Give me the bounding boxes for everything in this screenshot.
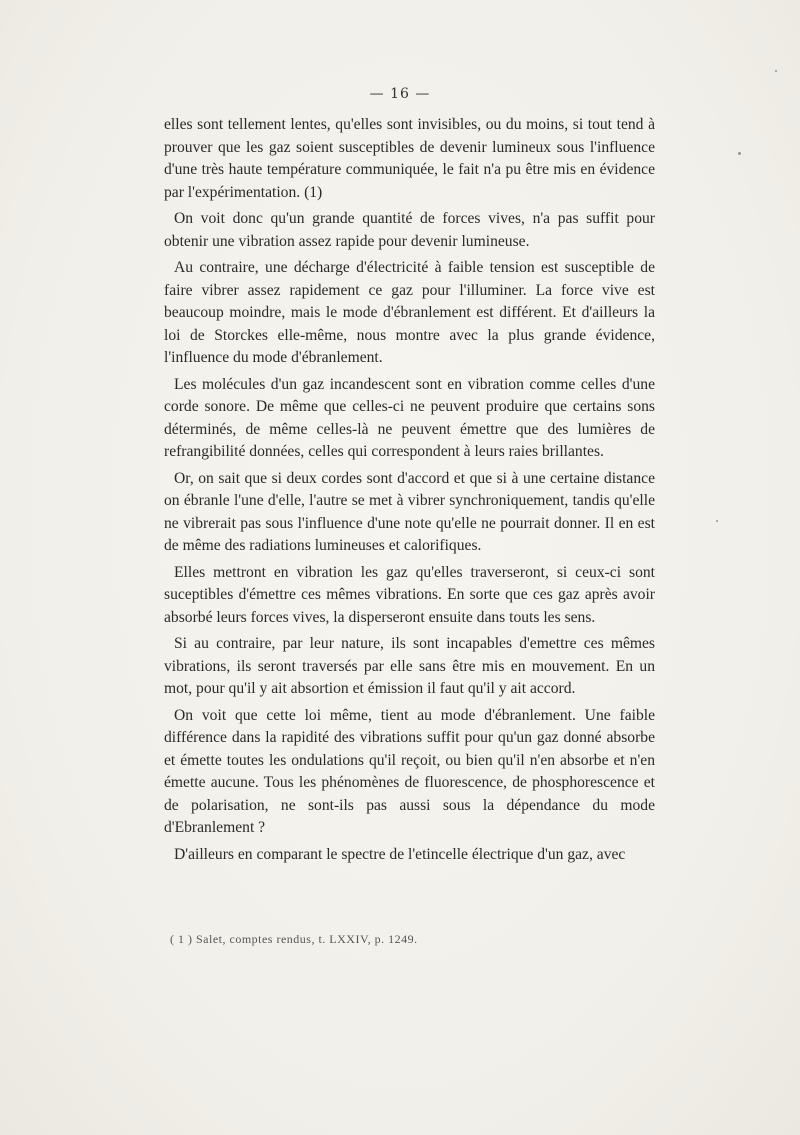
paragraph: elles sont tellement lentes, qu'elles sont invisibles, ou du moins, si tout tend à prouver que les gaz soient susceptibles de devenir lumineux sous l'influence d'une très haute température communiquée, le fait n'a pu être mis en évidence par l'expérimentation. (1)	[164, 116, 655, 201]
paragraph: Or, on sait que si deux cordes sont d'accord et que si à une certaine distance on ébranle l'une d'elle, l'autre se met à vibrer synchroniquement, tandis qu'elle ne vibrerait pas sous l'influence d'une note qu'elle ne pourrait donner. Il en est de même des radiations lumineuses et calorifiques.	[164, 469, 655, 554]
paper-speck	[716, 520, 718, 522]
paragraph: On voit donc qu'un grande quantité de forces vives, n'a pas suffit pour obtenir une vibration assez rapide pour devenir lumineuse.	[164, 210, 655, 250]
paragraph: D'ailleurs en comparant le spectre de l'etincelle électrique d'un gaz, avec	[174, 845, 626, 863]
paragraph: Elles mettront en vibration les gaz qu'elles traverseront, si ceux-ci sont suceptibles d'émettre ces mêmes vibrations. En sorte que ces gaz après avoir absorbé leurs forces vives, la disperseront ensuite dans touts les sens.	[164, 563, 655, 626]
footnote: ( 1 ) Salet, comptes rendus, t. LXXIV, p. 1249.	[170, 932, 418, 946]
paragraph: Les molécules d'un gaz incandescent sont en vibration comme celles d'une corde sonore. De même que celles-ci ne peuvent produire que certains sons déterminés, de même celles-là ne peuvent émettre que des lumières de refrangibilité données, celles qui correspondent à leurs raies brillantes.	[164, 375, 655, 460]
paragraph: Au contraire, une décharge d'électricité à faible tension est susceptible de faire vibrer assez rapidement ce gaz pour l'illuminer. La force vive est beaucoup moindre, mais le mode d'ébranlement est différent. Et d'ailleurs la loi de Storckes elle-même, nous montre avec la plus grande évidence, l'influence du mode d'ébranlement.	[164, 259, 655, 366]
paragraph: On voit que cette loi même, tient au mode d'ébranlement. Une faible différence dans la rapidité des vibrations suffit pour qu'un gaz donné absorbe et émette toutes les ondulations qu'il reçoit, ou bien qu'il n'en absorbe et n'en émette aucune. Tous les phénomènes de fluorescence, de phosphorescence et de polarisation, ne sont-ils pas aussi sous la dépendance du mode d'Ebranlement ?	[164, 706, 655, 836]
page-number: — 16 —	[369, 86, 431, 102]
main-text	[164, 114, 655, 870]
paper-speck	[775, 70, 777, 72]
paragraph: Si au contraire, par leur nature, ils sont incapables d'emettre ces mêmes vibrations, ils seront traversés par elle sans être mis en mouvement. En un mot, pour qu'il y ait absortion et émission il faut qu'il y ait accord.	[164, 635, 655, 697]
paper-speck	[738, 152, 741, 155]
